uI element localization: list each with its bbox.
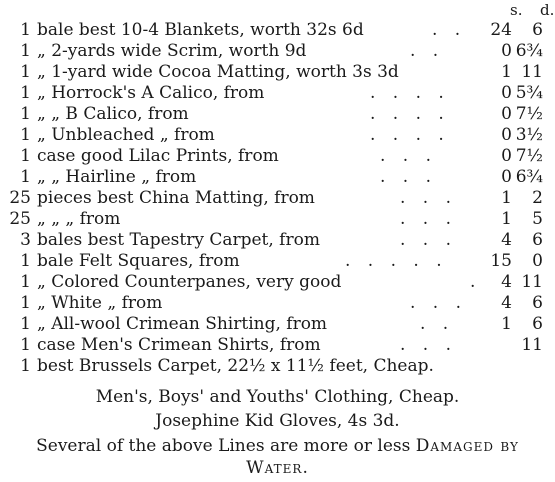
item-quantity: 1: [20, 293, 31, 313]
item-price-shillings: 1: [501, 209, 512, 229]
item-price-pence: 6: [532, 314, 543, 334]
item-price-shillings: 4: [501, 272, 512, 292]
item-price-pence: 6: [532, 293, 543, 313]
list-item: [0, 293, 555, 314]
list-item: [0, 272, 555, 293]
item-price-pence: 11: [521, 335, 543, 355]
item-quantity: 3: [20, 230, 31, 250]
item-price-pence: 5¾: [515, 83, 543, 103]
item-description: „ 1-yard wide Cocoa Matting, worth 3s 3d: [37, 62, 399, 82]
footer-line-clothing: Men's, Boys' and Youths' Clothing, Cheap.: [95, 387, 460, 407]
list-item: [0, 356, 555, 377]
item-leader-dots: . . .: [400, 209, 458, 229]
item-leader-dots: . .: [420, 314, 455, 334]
item-price-shillings: 0: [501, 41, 512, 61]
item-quantity: 1: [20, 20, 31, 40]
item-description: „ All-wool Crimean Shirting, from: [37, 314, 328, 334]
item-description: case good Lilac Prints, from: [37, 146, 279, 166]
item-price-shillings: 24: [490, 20, 512, 40]
list-item: [0, 83, 555, 104]
item-leader-dots: . . .: [380, 167, 438, 187]
item-leader-dots: . .: [432, 20, 467, 40]
item-leader-dots: . . .: [400, 188, 458, 208]
list-item: [0, 104, 555, 125]
item-leader-dots: . . .: [400, 230, 458, 250]
list-item: [0, 167, 555, 188]
item-quantity: 1: [20, 167, 31, 187]
item-price-shillings: 4: [501, 230, 512, 250]
item-price-pence: 7½: [515, 104, 543, 124]
item-quantity: 25: [9, 209, 31, 229]
item-price-shillings: 0: [501, 104, 512, 124]
list-item: [0, 314, 555, 335]
item-price-shillings: 4: [501, 293, 512, 313]
item-price-pence: 6: [532, 20, 543, 40]
item-price-pence: 3½: [515, 125, 543, 145]
item-description: „ „ „ from: [37, 209, 121, 229]
item-description: bale best 10-4 Blankets, worth 32s 6d: [37, 20, 364, 40]
item-price-shillings: 1: [501, 188, 512, 208]
item-description: pieces best China Matting, from: [37, 188, 315, 208]
item-quantity: 1: [20, 314, 31, 334]
item-quantity: 1: [20, 335, 31, 355]
item-leader-dots: . . .: [410, 293, 468, 313]
item-price-pence: 2: [532, 188, 543, 208]
damaged-note-text: Several of the above Lines are more or less: [36, 436, 416, 456]
item-description: case Men's Crimean Shirts, from: [37, 335, 321, 355]
item-price-shillings: 0: [501, 167, 512, 187]
item-price-pence: 0: [532, 251, 543, 271]
list-item: [0, 125, 555, 146]
item-price-shillings: 1: [501, 314, 512, 334]
footer-line-gloves: Josephine Kid Gloves, 4s 3d.: [155, 411, 400, 431]
item-leader-dots: . . . .: [370, 83, 450, 103]
item-description: „ 2-yards wide Scrim, worth 9d: [37, 41, 307, 61]
item-leader-dots: . . . .: [370, 125, 450, 145]
shillings-header: s.: [510, 1, 523, 19]
item-price-shillings: 0: [501, 125, 512, 145]
item-leader-dots: . . . .: [370, 104, 450, 124]
list-item: [0, 251, 555, 272]
item-price-pence: 5: [532, 209, 543, 229]
item-description: „ Horrock's A Calico, from: [37, 83, 265, 103]
item-price-shillings: 0: [501, 146, 512, 166]
list-item: [0, 146, 555, 167]
list-item: [0, 209, 555, 230]
item-description: bales best Tapestry Carpet, from: [37, 230, 320, 250]
list-item: [0, 41, 555, 62]
item-price-pence: 7½: [515, 146, 543, 166]
item-price-pence: 6¾: [515, 167, 543, 187]
list-item: [0, 230, 555, 251]
item-quantity: 1: [20, 104, 31, 124]
item-quantity: 25: [9, 188, 31, 208]
item-leader-dots: . . .: [380, 146, 438, 166]
item-description: „ „ Hairline „ from: [37, 167, 197, 187]
item-quantity: 1: [20, 251, 31, 271]
item-leader-dots: . .: [410, 41, 445, 61]
item-price-pence: 11: [521, 62, 543, 82]
item-price-shillings: 1: [501, 62, 512, 82]
item-description: „ „ B Calico, from: [37, 104, 189, 124]
item-quantity: 1: [20, 146, 31, 166]
item-description: „ Colored Counterpanes, very good: [37, 272, 342, 292]
item-price-pence: 6: [532, 230, 543, 250]
item-description: bale Felt Squares, from: [37, 251, 240, 271]
list-item: [0, 62, 555, 83]
item-price-shillings: 15: [490, 251, 512, 271]
pence-header: d.: [540, 1, 555, 19]
list-item: [0, 188, 555, 209]
item-quantity: 1: [20, 62, 31, 82]
item-price-pence: 11: [521, 272, 543, 292]
list-item: [0, 335, 555, 356]
item-leader-dots: .: [470, 272, 482, 292]
item-quantity: 1: [20, 83, 31, 103]
item-quantity: 1: [20, 41, 31, 61]
item-description: „ White „ from: [37, 293, 163, 313]
item-description: „ Unbleached „ from: [37, 125, 215, 145]
item-quantity: 1: [20, 125, 31, 145]
footer-line-water: Water.: [246, 458, 309, 478]
damaged-note-caps: Damaged by: [415, 436, 519, 456]
item-price-pence: 6¾: [515, 41, 543, 61]
footer-line-damaged: [0, 435, 555, 457]
item-price-shillings: 0: [501, 83, 512, 103]
item-leader-dots: . . . . .: [345, 251, 448, 271]
item-leader-dots: . . .: [400, 335, 458, 355]
item-quantity: 1: [20, 356, 31, 376]
item-description: best Brussels Carpet, 22½ x 11½ feet, Cheap.: [37, 356, 434, 376]
item-quantity: 1: [20, 272, 31, 292]
list-item: [0, 20, 555, 41]
